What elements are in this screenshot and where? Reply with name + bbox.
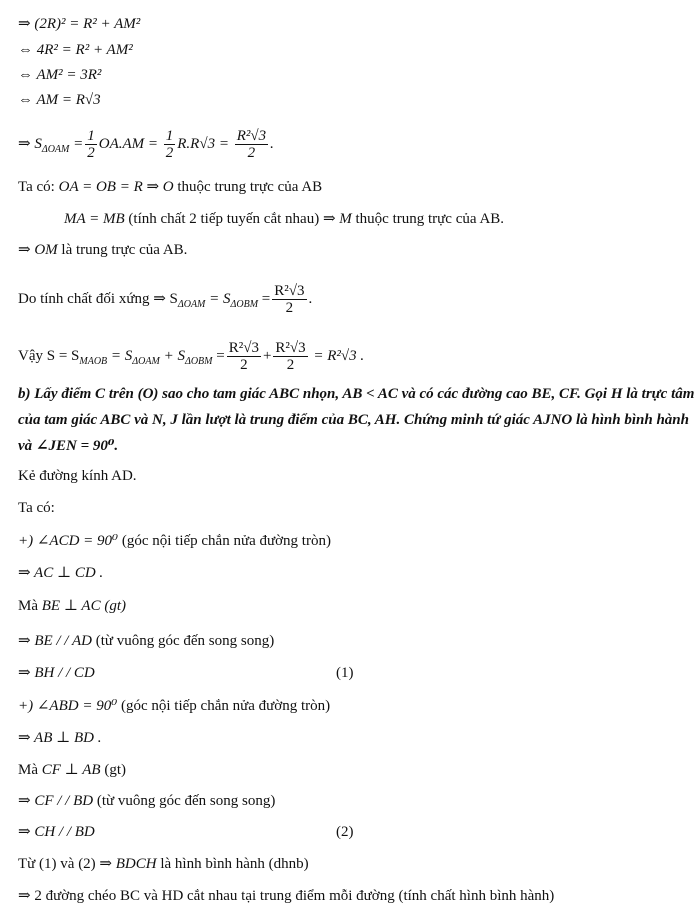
fraction [227, 340, 261, 373]
text-line [64, 209, 504, 229]
eq-line-4: ⇔ AM = R√3 [18, 92, 101, 108]
fraction-numerator: R²√3 [236, 128, 267, 144]
text-line: ⇒ CH / / BD [18, 824, 95, 840]
label: là trung trực của AB. [61, 242, 188, 258]
label: (từ vuông góc đến song song) [96, 793, 276, 809]
fraction [272, 283, 306, 316]
problem-b-line-1: b) Lấy điểm C trên (O) sao cho tam giác ABC nhọn, AB < AC và có các đường cao BE, CF. Gọi H là trực tâm [18, 386, 695, 402]
fraction-denominator: 2 [240, 357, 248, 373]
text-line: ⇒ 2 đường chéo BC và HD cắt nhau tại trung điểm mỗi đường (tính chất hình bình hành) [18, 888, 555, 904]
math: BDCH [115, 856, 157, 872]
text-line [18, 791, 275, 811]
fraction-denominator: 2 [165, 145, 174, 161]
eq-text: R.R√3 = [177, 135, 229, 152]
text-line: ⇒ BH / / CD [18, 665, 95, 681]
math: ⇒ CF / / BD [18, 793, 94, 809]
label: (góc nội tiếp chắn nửa đường tròn) [120, 698, 331, 714]
subscript: MAOB [79, 355, 108, 367]
eq-text: OA.AM = [98, 135, 159, 152]
math: = S [110, 347, 133, 364]
subscript: ΔOBM [230, 298, 259, 310]
fraction [85, 128, 97, 161]
problem-b-line-2: của tam giác ABC và N, J lần lượt là trung điểm của BC, AH. Chứng minh tứ giác AJNO là hình bình hành [18, 412, 689, 428]
text-line: ⇒ AC ⊥ CD . [18, 565, 104, 581]
equation-number: (1) [336, 665, 354, 681]
problem-b-line-3: và ∠JEN = 90⁰. [18, 438, 119, 454]
fraction [235, 128, 268, 161]
eq-area-oam: ⇒ $S_{\Delta OAM}$ = $\frac{1}{2}$ OA.AM = $\frac{1}{2}$ R.R√3 = $\frac{\text{R²√3}}{2}$ . [18, 128, 274, 161]
label: là hình bình hành (dhnb) [160, 856, 309, 872]
fraction-numerator: 1 [87, 128, 95, 144]
label: Từ (1) và (2) ⇒ [18, 856, 112, 872]
math: +) ∠ACD = 90⁰ [18, 533, 119, 549]
text-line: ⇒ AB ⊥ BD . [18, 730, 102, 746]
math: ⇒ OM [18, 242, 58, 258]
label: (từ vuông góc đến song song) [95, 633, 275, 649]
label: Mà [18, 598, 38, 614]
math: +) ∠ABD = 90⁰ [18, 698, 118, 714]
label: Do tính chất đối xứng ⇒ S [18, 290, 178, 307]
text-line [18, 531, 331, 551]
text-line [18, 596, 126, 616]
fraction-denominator: 2 [87, 145, 95, 161]
fraction-denominator: 2 [247, 145, 256, 161]
text-line [18, 240, 187, 260]
fraction [273, 340, 307, 373]
eq-text: ⇒ S [18, 135, 42, 152]
subscript: ΔOAM [132, 355, 160, 367]
text-line [18, 760, 126, 780]
text-line: Ta có: [18, 500, 55, 516]
label: Vậy S = S [18, 347, 80, 364]
fraction-denominator: 2 [286, 357, 295, 373]
label: (góc nội tiếp chắn nửa đường tròn) [121, 533, 331, 549]
subscript: ΔOBM [184, 355, 213, 367]
math: CF ⊥ AB [41, 762, 101, 778]
eq-line-2: ⇔ 4R² = R² + AM² [18, 42, 133, 58]
fraction-numerator: R²√3 [228, 340, 259, 356]
label: thuộc trung trực của AB [177, 179, 323, 195]
math: OA = OB = R ⇒ O [58, 179, 174, 195]
text-line [18, 631, 274, 651]
math: BE ⊥ AC (gt) [41, 598, 126, 614]
fraction-denominator: 2 [285, 300, 294, 316]
text-line [18, 696, 330, 716]
fraction-numerator: R²√3 [275, 340, 306, 356]
math: ⇒ BE / / AD [18, 633, 92, 649]
eq-line-3: ⇔ AM² = 3R² [18, 67, 102, 83]
subscript: ΔOAM [177, 298, 206, 310]
fraction [164, 128, 176, 161]
equation-number: (2) [336, 824, 354, 840]
math: MA = MB [64, 211, 125, 227]
math: M [339, 211, 352, 227]
label: thuộc trung trực của AB. [355, 211, 505, 227]
text-line [18, 854, 309, 874]
label: (gt) [104, 762, 126, 778]
math: + S [163, 347, 185, 364]
text-line: Vậy $S = S_{MAOB} = S_{\Delta OAM} + S_{\Delta OBM}$ = $\frac{\text{R²√3}}{2}$ + $\frac{\text{R²√3}}{2}$ = R²√3 . [18, 340, 365, 373]
text-line: Kẻ đường kính AD. [18, 468, 137, 484]
fraction-numerator: 1 [165, 128, 174, 144]
label: Ta có: [18, 179, 55, 195]
label: Mà [18, 762, 38, 778]
label: (tính chất 2 tiếp tuyến cắt nhau) ⇒ [128, 211, 336, 227]
subscript: ΔOAM [41, 143, 70, 155]
eq-line-1: ⇒ (2R)² = R² + AM² [18, 16, 141, 32]
fraction-numerator: R²√3 [274, 283, 305, 299]
math: = R²√3 . [313, 347, 365, 364]
text-line: Do tính chất đối xứng ⇒ $S_{\Delta OAM} = S_{\Delta OBM}$ = $\frac{\text{R²√3}}{2}$ . [18, 283, 313, 316]
text-line [18, 177, 322, 197]
math: = S [209, 290, 231, 307]
